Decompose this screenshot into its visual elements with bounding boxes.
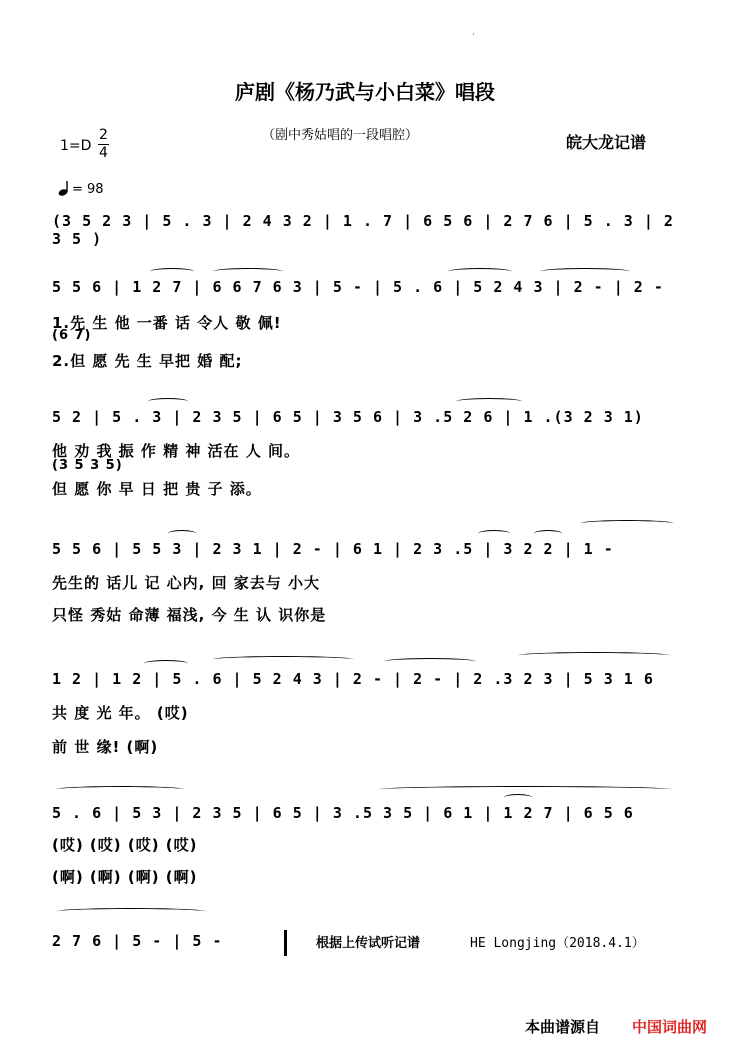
subtitle: （剧中秀姑唱的一段唱腔）: [262, 128, 419, 143]
quarter-note-icon: [58, 180, 72, 196]
notes-system-2: 5 5 6 | 1 2 7 | 6 6 7 6 3 | 5 - | 5 . 6 | 5 2 4 3 | 2 - | 2 -: [52, 278, 664, 296]
staff-system-3: [52, 406, 677, 432]
footer-source-label: 本曲谱源自: [525, 1018, 601, 1036]
lyric-variant: (6 7): [52, 328, 92, 343]
tie-slur: [144, 660, 188, 667]
transcriber: 皖大龙记谱: [566, 133, 647, 152]
transcription-note: 根据上传试听记谱: [316, 936, 421, 951]
tie-slur: [213, 268, 283, 275]
notes-system-5: 1 2 | 1 2 | 5 . 6 | 5 2 4 3 | 2 - | 2 - | 2 .3 2 3 | 5 3 1 6: [52, 670, 654, 688]
staff-system-7: [52, 930, 292, 956]
footer-site-link[interactable]: 中国词曲网: [632, 1018, 708, 1036]
lyric-line-2: 只怪 秀姑 命薄 福浅, 今 生 认 识你是: [52, 606, 327, 624]
tie-slur: [580, 520, 674, 527]
lyric-line-1: 1.先 生 他 一番 话 令人 敬 佩!: [52, 314, 282, 332]
lyric-line-2: 但 愿 你 早 日 把 贵 子 添。: [52, 480, 262, 498]
lyric-line-1: 他 劝 我 振 作 精 神 活在 人 间。: [52, 442, 301, 460]
notes-system-7: 2 7 6 | 5 - | 5 -: [52, 932, 223, 950]
tie-slur: [456, 398, 522, 405]
lyric-line-1: 共 度 光 年。 (哎): [52, 704, 189, 722]
tempo-marking: [58, 180, 104, 197]
tie-slur: [518, 652, 670, 659]
tie-slur: [534, 530, 562, 537]
lyric-line-1: (哎) (哎) (哎) (哎): [52, 836, 198, 854]
lyric-line-1: 先生的 话儿 记 心内, 回 家去与 小大: [52, 574, 321, 592]
tie-slur: [148, 398, 188, 405]
tie-slur: [384, 658, 476, 665]
tie-slur: [478, 530, 510, 537]
transcriber-credit: HE Longjing（2018.4.1）: [470, 936, 645, 951]
lyric-line-2: 2.但 愿 先 生 早把 婚 配;: [52, 352, 243, 370]
tie-slur: [540, 268, 630, 275]
tie-slur: [168, 530, 196, 537]
final-barline: [284, 930, 287, 956]
lyric-variant: (3 5 3 5): [52, 458, 123, 473]
time-signature: [98, 128, 109, 161]
top-dot: ·: [472, 30, 475, 39]
tie-slur: [56, 786, 184, 793]
time-signature-bottom: 4: [99, 145, 108, 161]
lyric-line-2: (啊) (啊) (啊) (啊): [52, 868, 198, 886]
notes-system-1: (3 5 2 3 | 5 . 3 | 2 4 3 2 | 1 . 7 | 6 5 6 | 2 7 6 | 5 . 3 | 2 3 5 ): [52, 212, 674, 248]
notes-system-4: 5 5 6 | 5 5 3 | 2 3 1 | 2 - | 6 1 | 2 3 .5 | 3 2 2 | 1 -: [52, 540, 614, 558]
time-signature-top: 2: [99, 127, 108, 143]
staff-system-2: [52, 276, 677, 302]
staff-system-6: [52, 802, 677, 828]
staff-system-5: [52, 668, 677, 694]
tie-slur: [150, 268, 194, 275]
lyric-line-2: 前 世 缘! (啊): [52, 738, 159, 756]
tie-slur: [448, 268, 512, 275]
tie-slur: [504, 794, 532, 801]
tempo-value: = 98: [72, 182, 104, 197]
tie-slur: [378, 786, 672, 793]
key-signature: 1=D: [60, 138, 92, 154]
staff-system-4: [52, 538, 677, 564]
notes-system-6: 5 . 6 | 5 3 | 2 3 5 | 6 5 | 3 .5 3 5 | 6 1 | 1 2 7 | 6 5 6: [52, 804, 634, 822]
staff-system-1: [52, 210, 677, 248]
tie-slur: [212, 656, 354, 663]
tie-slur: [56, 908, 206, 915]
notes-system-3: 5 2 | 5 . 3 | 2 3 5 | 6 5 | 3 5 6 | 3 .5 2 6 | 1 .(3 2 3 1): [52, 408, 644, 426]
page-title: 庐剧《杨乃武与小白菜》唱段: [235, 80, 495, 104]
